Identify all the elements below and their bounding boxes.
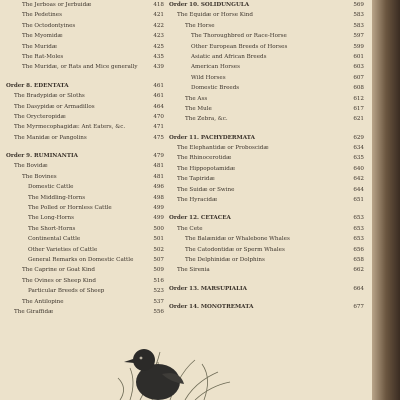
entry-title: The Giraffidæ — [14, 308, 54, 315]
contents-entry — [6, 265, 164, 275]
contents-entry — [169, 94, 364, 104]
section-gap — [6, 143, 164, 151]
entry-page-number: 583 — [353, 22, 364, 29]
entry-page-number: 621 — [353, 116, 364, 123]
entry-page-number: 608 — [353, 85, 364, 92]
section-gap — [6, 73, 164, 81]
entry-title: The Rhinocerotidæ — [177, 155, 232, 162]
contents-entry — [6, 31, 164, 41]
entry-title: The Hyracidæ — [177, 197, 218, 204]
entry-page-number: 607 — [353, 74, 364, 81]
contents-entry — [6, 42, 164, 52]
entry-page-number: 461 — [153, 93, 164, 100]
entry-title: The Bovines — [22, 173, 57, 180]
contents-entry — [169, 73, 364, 83]
contents-entry — [169, 224, 364, 234]
contents-entry — [6, 161, 164, 171]
bird-illustration — [100, 312, 250, 400]
contents-entry — [6, 112, 164, 122]
entry-title: The Delphinidæ or Dolphins — [185, 256, 265, 263]
contents-entry — [6, 213, 164, 223]
entry-page-number: 439 — [153, 64, 164, 71]
entry-title: The Dasypidæ or Armadillos — [14, 103, 95, 110]
entry-page-number: 569 — [353, 2, 364, 8]
entry-page-number: 644 — [353, 186, 364, 193]
contents-entry — [6, 297, 164, 307]
entry-page-number: 629 — [353, 134, 364, 141]
contents-entry — [169, 42, 364, 52]
entry-page-number: 656 — [353, 246, 364, 253]
contents-entry — [6, 245, 164, 255]
entry-page-number: 653 — [353, 215, 364, 222]
entry-title: The Elephantidæ or Proboscidæ — [177, 145, 269, 152]
entry-page-number: 634 — [353, 145, 364, 152]
entry-title: The Myrmecophagidæ: Ant Eaters, &c. — [14, 124, 126, 131]
contents-entry — [169, 174, 364, 184]
contents-entry — [169, 164, 364, 174]
contents-entry — [6, 62, 164, 72]
entry-title: The Orycteropidæ — [14, 113, 66, 120]
entry-page-number: 425 — [153, 43, 164, 50]
entry-page-number: 481 — [153, 163, 164, 170]
contents-entry — [6, 10, 164, 20]
entry-title: The Horse — [185, 22, 215, 29]
entry-page-number: 507 — [153, 256, 164, 263]
entry-page-number: 498 — [153, 194, 164, 201]
entry-page-number: 470 — [153, 113, 164, 120]
entry-title: Domestic Breeds — [191, 85, 240, 92]
contents-entry — [169, 10, 364, 20]
order-heading — [169, 302, 364, 312]
contents-entry — [6, 224, 164, 234]
entry-title: The Manidæ or Pangolins — [14, 134, 87, 141]
contents-entry — [6, 21, 164, 31]
entry-page-number: 677 — [353, 304, 364, 311]
entry-title: The Bradypidæ or Sloths — [14, 93, 85, 100]
entry-title: The Equidæ or Horse Kind — [177, 12, 253, 19]
entry-page-number: 471 — [153, 124, 164, 131]
entry-page-number: 653 — [353, 236, 364, 243]
contents-entry — [169, 245, 364, 255]
contents-entry — [169, 265, 364, 275]
entry-title: Order 8. EDENTATA — [6, 82, 69, 89]
section-gap — [169, 294, 364, 302]
contents-entry — [169, 21, 364, 31]
entry-title: The Polled or Hornless Cattle — [28, 205, 112, 212]
entry-page-number: 653 — [353, 225, 364, 232]
entry-title: Domestic Cattle — [28, 184, 74, 191]
entry-title: The Rat-Moles — [22, 53, 64, 60]
entry-page-number: 422 — [153, 22, 164, 29]
entry-page-number: 617 — [353, 105, 364, 112]
entry-title: Other European Breeds of Horses — [191, 43, 288, 50]
contents-entry — [169, 153, 364, 163]
entry-page-number: 537 — [153, 298, 164, 305]
entry-page-number: 601 — [353, 53, 364, 60]
entry-title: Order 11. PACHYDERMATA — [169, 134, 255, 141]
entry-title: The Middling-Horns — [28, 194, 86, 201]
entry-title: The Jerboas or Jerbuidæ — [22, 2, 92, 8]
entry-title: The Balænidæ or Whalebone Whales — [185, 236, 290, 243]
entry-page-number: 479 — [153, 153, 164, 160]
contents-entry — [6, 276, 164, 286]
contents-entry — [169, 52, 364, 62]
entry-page-number: 523 — [153, 288, 164, 295]
contents-entry — [6, 255, 164, 265]
contents-entry — [169, 114, 364, 124]
order-heading — [169, 133, 364, 143]
entry-title: Asiatic and African Breeds — [191, 53, 267, 60]
entry-title: General Remarks on Domestic Cattle — [28, 256, 134, 263]
entry-page-number: 516 — [153, 277, 164, 284]
entry-title: The Muridæ — [22, 43, 58, 50]
contents-entry — [6, 172, 164, 182]
entry-title: The Mule — [185, 105, 212, 112]
entry-page-number: 642 — [353, 176, 364, 183]
entry-title: Other Varieties of Cattle — [28, 246, 98, 253]
entry-title: The Antilopine — [22, 298, 64, 305]
section-gap — [169, 125, 364, 133]
entry-title: The Ovines or Sheep Kind — [22, 277, 96, 284]
entry-page-number: 599 — [353, 43, 364, 50]
entry-page-number: 583 — [353, 12, 364, 19]
contents-left-column — [6, 0, 164, 317]
entry-title: Order 9. RUMINANTIA — [6, 153, 78, 160]
entry-page-number: 664 — [353, 285, 364, 292]
entry-page-number: 651 — [353, 197, 364, 204]
contents-entry — [169, 195, 364, 205]
entry-page-number: 475 — [153, 134, 164, 141]
entry-page-number: 499 — [153, 205, 164, 212]
order-heading — [6, 81, 164, 91]
contents-entry — [169, 234, 364, 244]
entry-title: The Thoroughbred or Race-Horse — [191, 33, 287, 40]
entry-title: The Caprine or Goat Kind — [22, 267, 95, 274]
entry-page-number: 499 — [153, 215, 164, 222]
contents-entry — [6, 133, 164, 143]
order-heading — [169, 284, 364, 294]
entry-page-number: 658 — [353, 256, 364, 263]
contents-entry — [6, 286, 164, 296]
book-gutter — [372, 0, 400, 400]
entry-page-number: 461 — [153, 82, 164, 89]
entry-page-number: 481 — [153, 173, 164, 180]
entry-title: Particular Breeds of Sheep — [28, 288, 105, 295]
entry-page-number: 556 — [153, 308, 164, 315]
entry-title: The Catodontidæ or Sperm Whales — [185, 246, 285, 253]
contents-entry — [169, 83, 364, 93]
entry-title: Order 13. MARSUPIALIA — [169, 285, 248, 292]
entry-title: The Bovidæ — [14, 163, 48, 170]
entry-title: The Suidæ or Swine — [177, 186, 235, 193]
contents-entry — [6, 182, 164, 192]
entry-page-number: 500 — [153, 225, 164, 232]
entry-title: Order 12. CETACEA — [169, 215, 231, 222]
entry-title: The Pedetines — [22, 12, 62, 19]
order-heading — [169, 0, 364, 10]
entry-page-number: 603 — [353, 64, 364, 71]
contents-entry — [169, 143, 364, 153]
entry-title: Wild Horses — [191, 74, 226, 81]
contents-entry — [169, 185, 364, 195]
entry-title: The Tapiridæ — [177, 176, 215, 183]
entry-title: The Long-Horns — [28, 215, 74, 222]
entry-page-number: 662 — [353, 267, 364, 274]
contents-entry — [6, 122, 164, 132]
entry-title: The Muridæ, or Rats and Mice generally — [22, 64, 138, 71]
contents-entry — [6, 0, 164, 10]
contents-entry — [169, 255, 364, 265]
entry-page-number: 597 — [353, 33, 364, 40]
entry-title: The Sirenia — [177, 267, 210, 274]
entry-title: The Cete — [177, 225, 203, 232]
entry-title: The Myomidæ — [22, 33, 63, 40]
entry-page-number: 496 — [153, 184, 164, 191]
entry-title: The Hippopotamidæ — [177, 165, 236, 172]
entry-page-number: 435 — [153, 53, 164, 60]
contents-entry — [169, 31, 364, 41]
entry-title: The Octodontyines — [22, 22, 76, 29]
contents-entry — [6, 102, 164, 112]
section-gap — [169, 205, 364, 213]
entry-title: Order 10. SOLIDUNGULA — [169, 2, 250, 8]
contents-entry — [6, 234, 164, 244]
entry-page-number: 612 — [353, 95, 364, 102]
entry-title: The Short-Horns — [28, 225, 76, 232]
entry-page-number: 640 — [353, 165, 364, 172]
contents-entry — [6, 52, 164, 62]
order-heading — [169, 213, 364, 223]
contents-entry — [6, 193, 164, 203]
entry-title: Order 14. MONOTREMATA — [169, 304, 254, 311]
entry-title: American Horses — [191, 64, 240, 71]
contents-entry — [169, 62, 364, 72]
entry-title: The Zebra, &c. — [185, 116, 228, 123]
entry-page-number: 464 — [153, 103, 164, 110]
section-gap — [169, 276, 364, 284]
entry-page-number: 635 — [353, 155, 364, 162]
entry-title: Continental Cattle — [28, 236, 81, 243]
contents-entry — [6, 203, 164, 213]
contents-right-column — [169, 0, 364, 313]
entry-title: The Ass — [185, 95, 208, 102]
entry-page-number: 501 — [153, 236, 164, 243]
entry-page-number: 423 — [153, 33, 164, 40]
contents-entry — [6, 91, 164, 101]
order-heading — [6, 151, 164, 161]
entry-page-number: 502 — [153, 246, 164, 253]
contents-entry — [169, 104, 364, 114]
entry-page-number: 418 — [153, 2, 164, 8]
entry-page-number: 421 — [153, 12, 164, 19]
entry-page-number: 509 — [153, 267, 164, 274]
